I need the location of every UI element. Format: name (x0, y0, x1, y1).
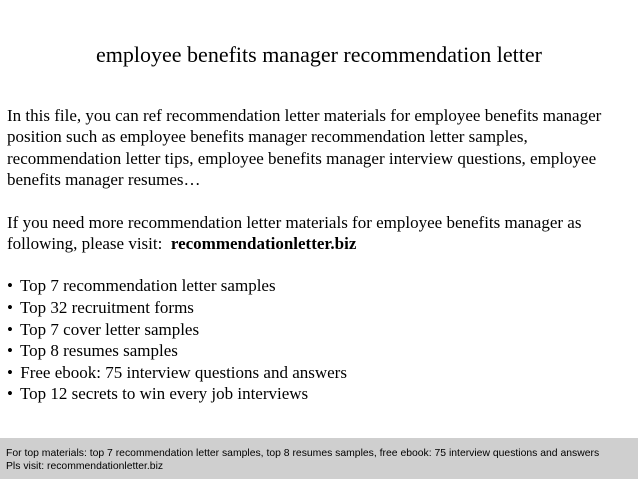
list-item (7, 383, 633, 405)
more-info-paragraph (7, 212, 633, 255)
materials-list (7, 275, 633, 405)
list-item-text: Top 12 secrets to win every job interviews (19, 384, 309, 404)
list-item (7, 340, 633, 362)
more-info-text: If you need more recommendation letter materials for employee benefits manager as following, please visit: (7, 212, 582, 254)
bullet-icon: • (7, 362, 13, 382)
footer-line-materials: For top materials: top 7 recommendation letter samples, top 8 resumes samples, free ebook: 75 interview questions and answers (6, 448, 600, 459)
list-item (7, 275, 633, 297)
bullet-icon: • (7, 276, 13, 296)
list-item (7, 297, 633, 319)
bullet-icon: • (7, 384, 13, 404)
list-item (7, 319, 633, 341)
footer-banner (0, 438, 638, 479)
list-item-text: Top 32 recruitment forms (19, 298, 194, 318)
list-item-text: Top 8 resumes samples (19, 341, 178, 361)
bullet-icon: • (7, 298, 13, 318)
list-item-text: Free ebook: 75 interview questions and answers (20, 362, 347, 382)
document-title: employee benefits manager recommendation letter (96, 42, 542, 67)
website-link[interactable]: recommendationletter.biz (170, 234, 357, 254)
intro-paragraph: In this file, you can ref recommendation letter materials for employee benefits manager position such as employee benefits manager recommendation letter samples, recommendation letter tips, employee benefits manager interview questions, employee benefits manager resumes… (7, 106, 602, 190)
bullet-icon: • (7, 319, 13, 339)
list-item-text: Top 7 cover letter samples (19, 319, 200, 339)
document-body (7, 105, 633, 405)
list-item-text: Top 7 recommendation letter samples (19, 276, 276, 296)
list-item (7, 362, 633, 384)
bullet-icon: • (7, 341, 13, 361)
footer-line-visit: Pls visit: recommendationletter.biz (6, 461, 164, 472)
